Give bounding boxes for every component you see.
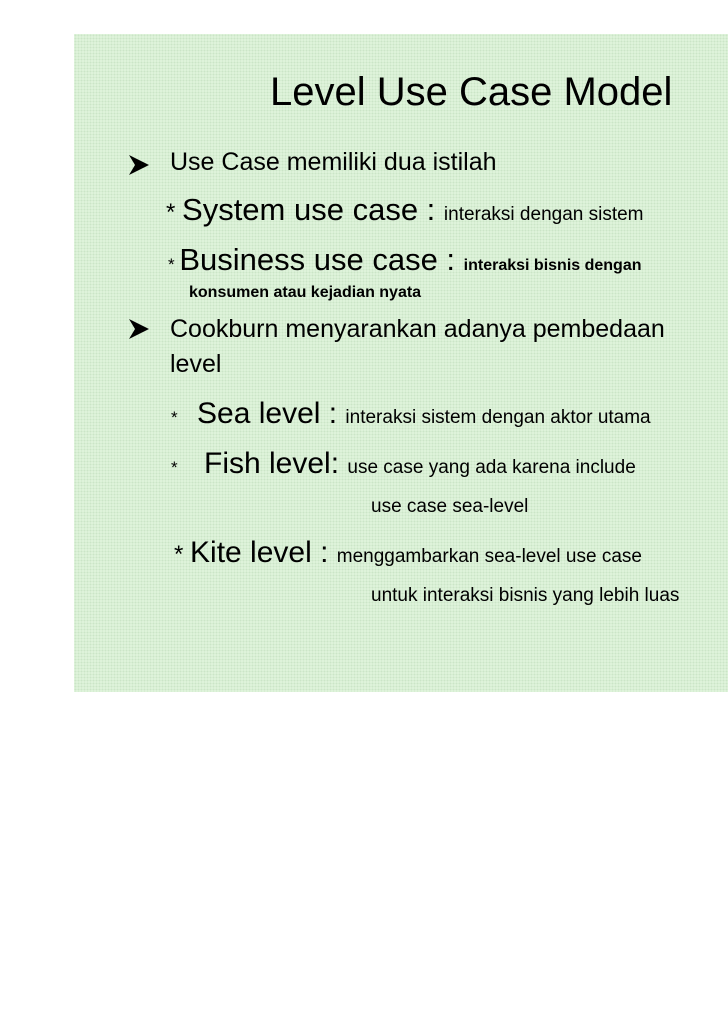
item-desc: interaksi bisnis dengan xyxy=(463,257,642,274)
item-star: * xyxy=(168,255,180,274)
item-term: Fish level: xyxy=(204,447,348,480)
bullet-use-case-terms: Use Case memiliki dua istilah xyxy=(170,148,497,176)
item-sea-level xyxy=(171,396,651,432)
item-star: * xyxy=(174,541,191,568)
item-term: System use case : xyxy=(182,192,444,227)
item-desc: interaksi sistem dengan aktor utama xyxy=(345,407,651,428)
item-term: Business use case : xyxy=(179,242,464,277)
item-business-use-case xyxy=(168,242,642,278)
item-term: Sea level : xyxy=(197,397,346,430)
item-desc: use case yang ada karena include xyxy=(347,457,636,478)
item-star: * xyxy=(166,199,183,226)
bullet-cookburn-line2: level xyxy=(170,350,222,378)
item-desc-continued: konsumen atau kejadian nyata xyxy=(189,284,422,301)
item-star: * xyxy=(171,408,178,427)
item-desc: interaksi dengan sistem xyxy=(443,204,644,225)
slide-title: Level Use Case Model xyxy=(270,70,673,114)
item-term: Kite level : xyxy=(190,536,337,569)
item-fish-level xyxy=(171,446,636,482)
item-star: * xyxy=(171,458,178,477)
item-desc-continued: use case sea-level xyxy=(371,496,529,517)
item-system-use-case xyxy=(166,192,644,228)
arrow-bullet-icon xyxy=(127,153,151,177)
item-desc: menggambarkan sea-level use case xyxy=(336,546,642,567)
slide xyxy=(74,34,728,692)
bullet-cookburn-line1: Cookburn menyarankan adanya pembedaan xyxy=(170,315,665,343)
item-kite-level xyxy=(174,535,642,571)
arrow-bullet-icon xyxy=(127,317,151,341)
item-desc-continued: untuk interaksi bisnis yang lebih luas xyxy=(371,585,680,606)
